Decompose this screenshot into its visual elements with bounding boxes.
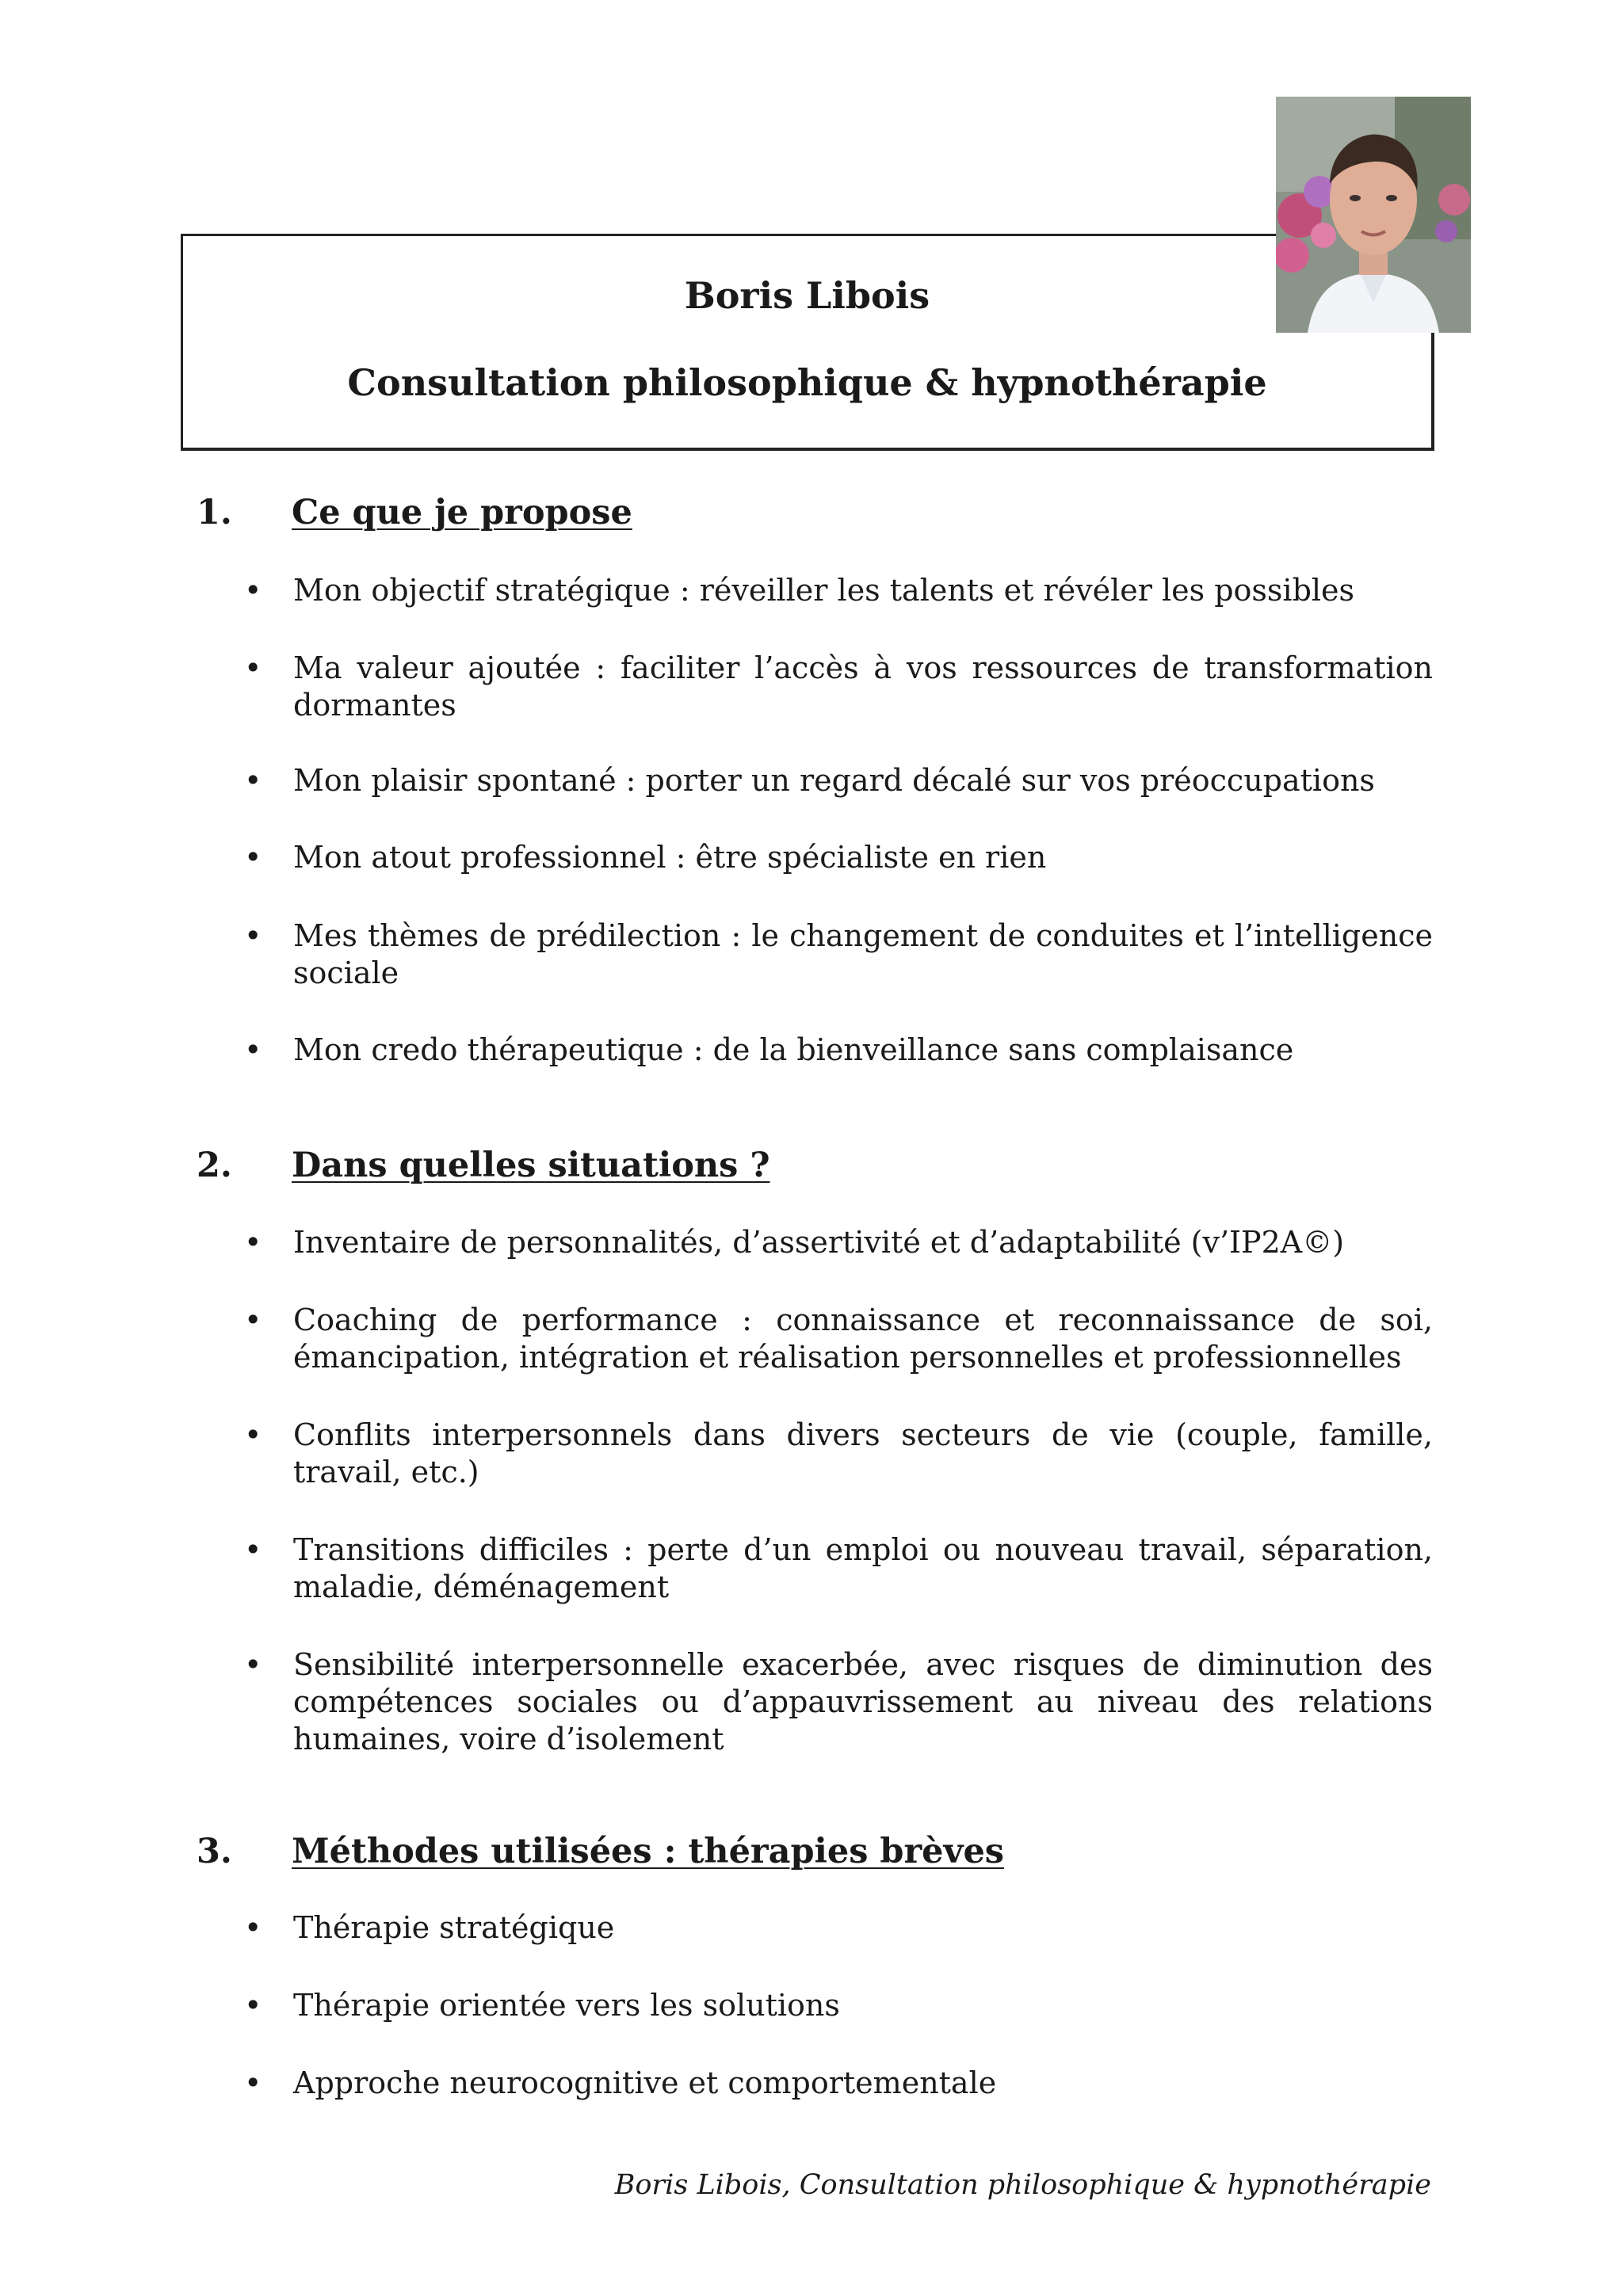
bullet-icon: • (244, 918, 262, 953)
section-1-title: 1. Ce que je propose (197, 493, 632, 532)
bullet-icon: • (244, 2065, 262, 2100)
bullet-icon: • (244, 650, 262, 685)
bullet-icon: • (244, 1910, 262, 1945)
header-box (181, 234, 1434, 451)
bullet-icon: • (244, 1647, 262, 1682)
bullet-icon: • (244, 1225, 262, 1260)
portrait-photo (1276, 97, 1471, 333)
page-subtitle: Consultation philosophique & hypnothérapie (347, 361, 1267, 404)
bullet-icon: • (244, 1032, 262, 1067)
bullet-icon: • (244, 1302, 262, 1337)
section-3-title: 3. Méthodes utilisées : thérapies brèves (197, 1832, 1005, 1871)
section-2-title: 2. Dans quelles situations ? (197, 1146, 770, 1185)
page-title: Boris Libois (684, 274, 930, 317)
bullet-icon: • (244, 1988, 262, 2023)
bullet-icon: • (244, 1532, 262, 1567)
bullet-icon: • (244, 840, 262, 875)
bullet-icon: • (244, 1417, 262, 1452)
bullet-icon: • (244, 573, 262, 608)
bullet-icon: • (244, 763, 262, 798)
page-footer: Boris Libois, Consultation philosophique & hypnothérapie (614, 2169, 1431, 2201)
